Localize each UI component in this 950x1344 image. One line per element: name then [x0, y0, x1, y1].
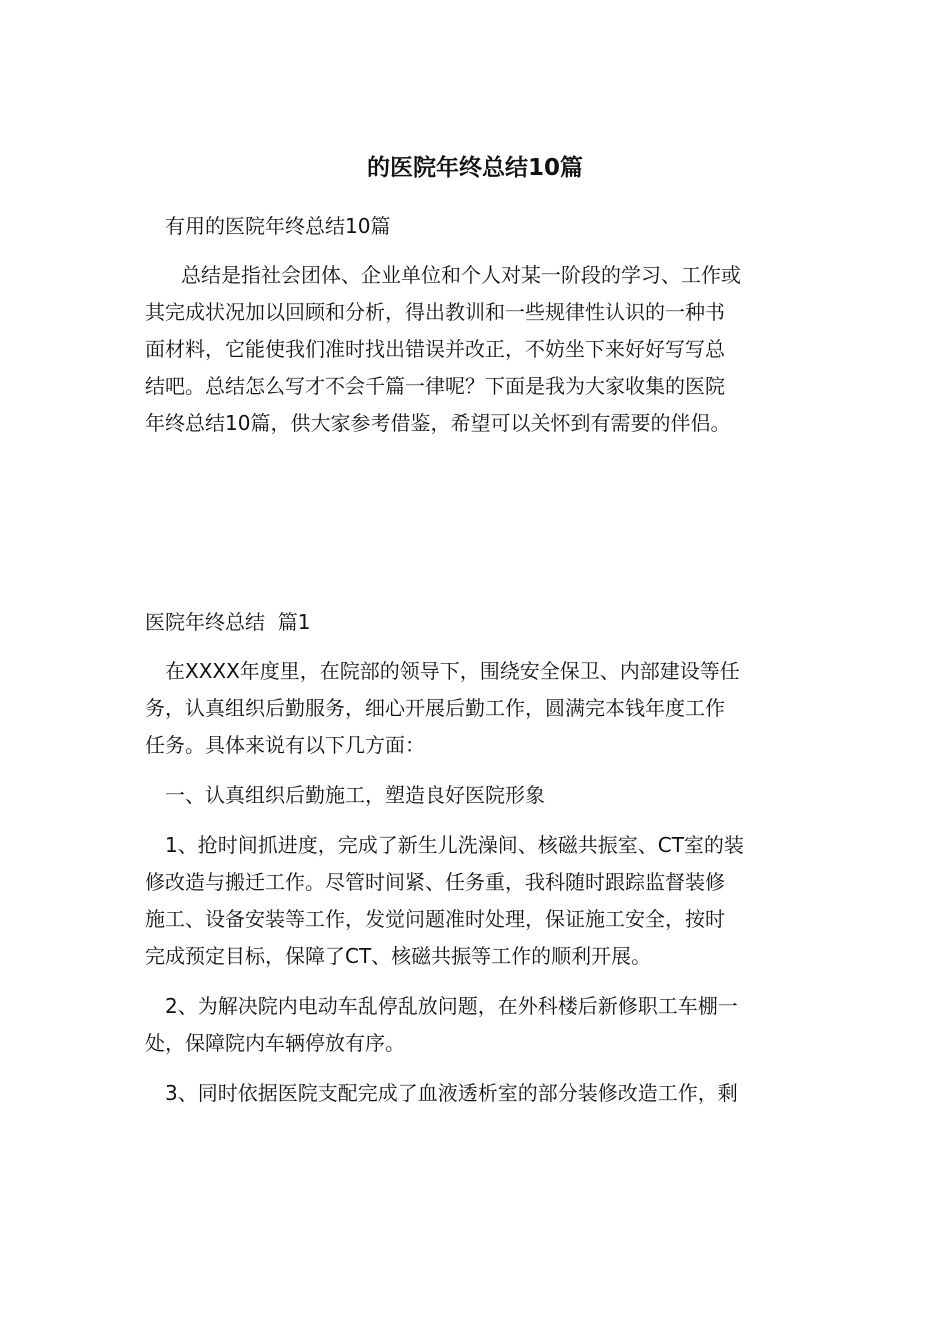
- intro-line: 总结是指社会团体、企业单位和个人对某一阶段的学习、工作或: [181, 263, 741, 287]
- section-line: 2、为解决院内电动车乱停乱放问题，在外科楼后新修职工车棚一: [165, 994, 738, 1018]
- document-subtitle: 有用的医院年终总结10篇: [165, 214, 391, 238]
- section-body: [145, 653, 807, 1112]
- section-line: 修改造与搬迁工作。尽管时间紧、任务重，我科随时跟踪监督装修: [145, 870, 725, 894]
- intro-line: 面材料，它能使我们准时找出错误并改正，不妨坐下来好好写写总: [145, 337, 725, 361]
- intro-paragraph: [145, 257, 807, 442]
- document-title: 的医院年终总结10篇: [366, 155, 583, 181]
- section-line: 务，认真组织后勤服务，细心开展后勤工作，圆满完本钱年度工作: [145, 696, 725, 720]
- section-line: 一、认真组织后勤施工，塑造良好医院形象: [165, 783, 545, 807]
- section-heading: 医院年终总结 篇1: [145, 610, 311, 634]
- section-line: 施工、设备安装等工作，发觉问题准时处理，保证施工安全，按时: [145, 907, 725, 931]
- section-line: 在XXXX年度里，在院部的领导下，围绕安全保卫、内部建设等任: [165, 659, 740, 683]
- section-line: 处，保障院内车辆停放有序。: [145, 1031, 405, 1055]
- section-line: 任务。具体来说有以下几方面：: [145, 733, 425, 757]
- intro-line: 结吧。总结怎么写才不会千篇一律呢？下面是我为大家收集的医院: [145, 374, 725, 398]
- section-line: 完成预定目标，保障了CT、核磁共振等工作的顺利开展。: [145, 944, 652, 968]
- section-line: 3、同时依据医院支配完成了血液透析室的部分装修改造工作，剩: [165, 1081, 738, 1105]
- intro-line: 其完成状况加以回顾和分析，得出教训和一些规律性认识的一种书: [145, 300, 725, 324]
- intro-line: 年终总结10篇，供大家参考借鉴，希望可以关怀到有需要的伴侣。: [145, 411, 731, 435]
- section-line: 1、抢时间抓进度，完成了新生儿洗澡间、核磁共振室、CT室的装: [165, 833, 744, 857]
